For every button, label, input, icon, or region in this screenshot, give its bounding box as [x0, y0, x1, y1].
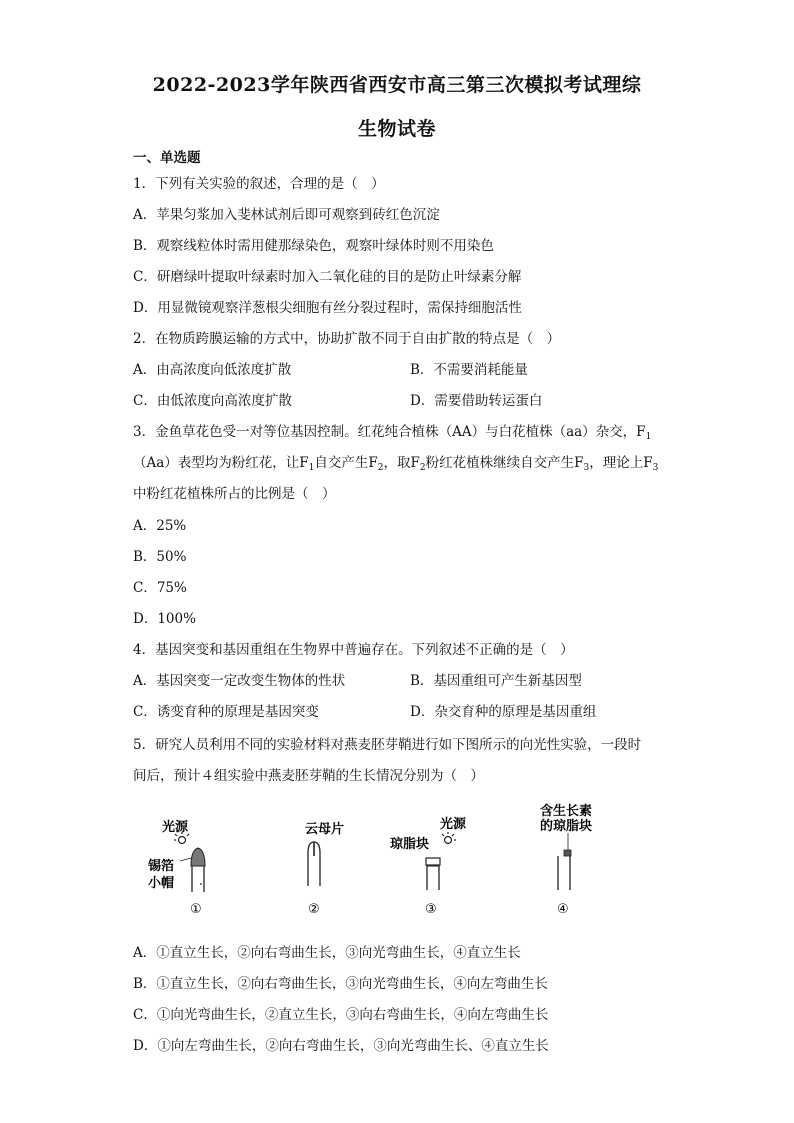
number-3: ③ [425, 902, 437, 917]
q2-option-a: A．由高浓度向低浓度扩散 [133, 362, 292, 378]
q3-stem-line-1: 3．金鱼草花色受一对等位基因控制。红花纯合植株（AA）与白花植株（aa）杂交，$F_1$ [133, 424, 652, 442]
number-1: ① [190, 902, 202, 917]
q3-option-b: B．50% [133, 549, 187, 565]
q2-option-c: C．由低浓度向高浓度扩散 [133, 393, 292, 409]
q4-option-c: C．诱变育种的原理是基因突变 [133, 704, 319, 720]
q5-option-a: A．①直立生长，②向右弯曲生长，③向光弯曲生长，④直立生长 [133, 945, 521, 961]
q5-option-c: C．①向光弯曲生长，②直立生长，③向右弯曲生长，④向左弯曲生长 [133, 1007, 549, 1023]
q1-option-b: B．观察线粒体时需用健那绿染色，观察叶绿体时则不用染色 [133, 238, 494, 254]
q5-stem-line-1: 5．研究人员利用不同的实验材料对燕麦胚芽鞘进行如下图所示的向光性实验，一段时 [133, 737, 642, 753]
coleoptile-figure [130, 798, 630, 923]
q3-option-a: A．25% [133, 518, 187, 534]
number-2: ② [308, 902, 320, 917]
title-line-1: 2022-2023学年陕西省西安市高三第三次模拟考试理综 [152, 74, 642, 96]
light-source-label-1: 光源 [162, 820, 189, 835]
q1-stem: 1．下列有关实验的叙述，合理的是（ ） [133, 176, 385, 192]
pointer-line [180, 858, 191, 861]
experiment-4 [540, 803, 592, 917]
auxin-agar-label-1: 含生长素 [540, 804, 593, 819]
tin-foil-cap [191, 848, 205, 866]
auxin-agar-label-2: 的琼脂块 [540, 819, 593, 834]
coleoptile-1 [192, 866, 204, 892]
section-heading: 一、单选题 [133, 150, 201, 166]
q4-option-d: D．杂交育种的原理是基因重组 [410, 704, 597, 720]
mica-label: 云母片 [305, 822, 345, 837]
tin-foil-label-2: 小帽 [148, 876, 175, 891]
experiment-2 [305, 821, 344, 917]
q5-option-d: D．①向左弯曲生长，②向右弯曲生长，③向光弯曲生长、④直立生长 [133, 1038, 549, 1054]
experiment-1 [148, 819, 205, 917]
coleoptile-4 [558, 856, 570, 890]
q4-stem: 4．基因突变和基因重组在生物界中普遍存在。下列叙述不正确的是（ ） [133, 642, 574, 658]
q3-option-c: C．75% [133, 580, 187, 596]
experiment-3 [390, 816, 467, 917]
auxin-agar-block [564, 850, 571, 856]
light-source-icon-3 [442, 832, 456, 844]
q5-option-b: B．①直立生长，②向右弯曲生长，③向光弯曲生长，④向左弯曲生长 [133, 976, 548, 992]
q1-option-d: D．用显微镜观察洋葱根尖细胞有丝分裂过程时，需保持细胞活性 [133, 300, 522, 316]
q1-option-c: C．研磨绿叶提取叶绿素时加入二氧化硅的目的是防止叶绿素分解 [133, 269, 522, 285]
q3-stem-line-3: 中粉红花植株所占的比例是（ ） [133, 486, 336, 502]
q4-option-b: B．基因重组可产生新基因型 [410, 673, 582, 689]
q4-option-a: A．基因突变一定改变生物体的性状 [133, 673, 346, 689]
q2-option-d: D．需要借助转运蛋白 [410, 393, 543, 409]
q1-option-a: A．苹果匀浆加入斐林试剂后即可观察到砖红色沉淀 [133, 207, 440, 223]
q3-option-d: D．100% [133, 611, 196, 627]
light-source-label-3: 光源 [440, 817, 467, 832]
q2-option-b: B．不需要消耗能量 [410, 362, 528, 378]
coleoptile-3 [427, 865, 439, 890]
title-line-2: 生物试卷 [357, 118, 436, 140]
q5-stem-line-2: 间后，预计４组实验中燕麦胚芽鞘的生长情况分别为（ ） [133, 768, 484, 784]
agar-label: 琼脂块 [390, 837, 430, 852]
q3-stem-line-2: （Aa）表型均为粉红花，让$F_1$自交产生$F_2$，取$F_2$粉红花植株继续自交产生$F_3$，理论上$F_3$ [133, 455, 659, 473]
agar-block [426, 858, 440, 865]
number-4: ④ [557, 902, 569, 917]
tin-foil-label-1: 锡箔 [148, 859, 175, 874]
q2-stem: 2．在物质跨膜运输的方式中，协助扩散不同于自由扩散的特点是（ ） [133, 331, 561, 347]
